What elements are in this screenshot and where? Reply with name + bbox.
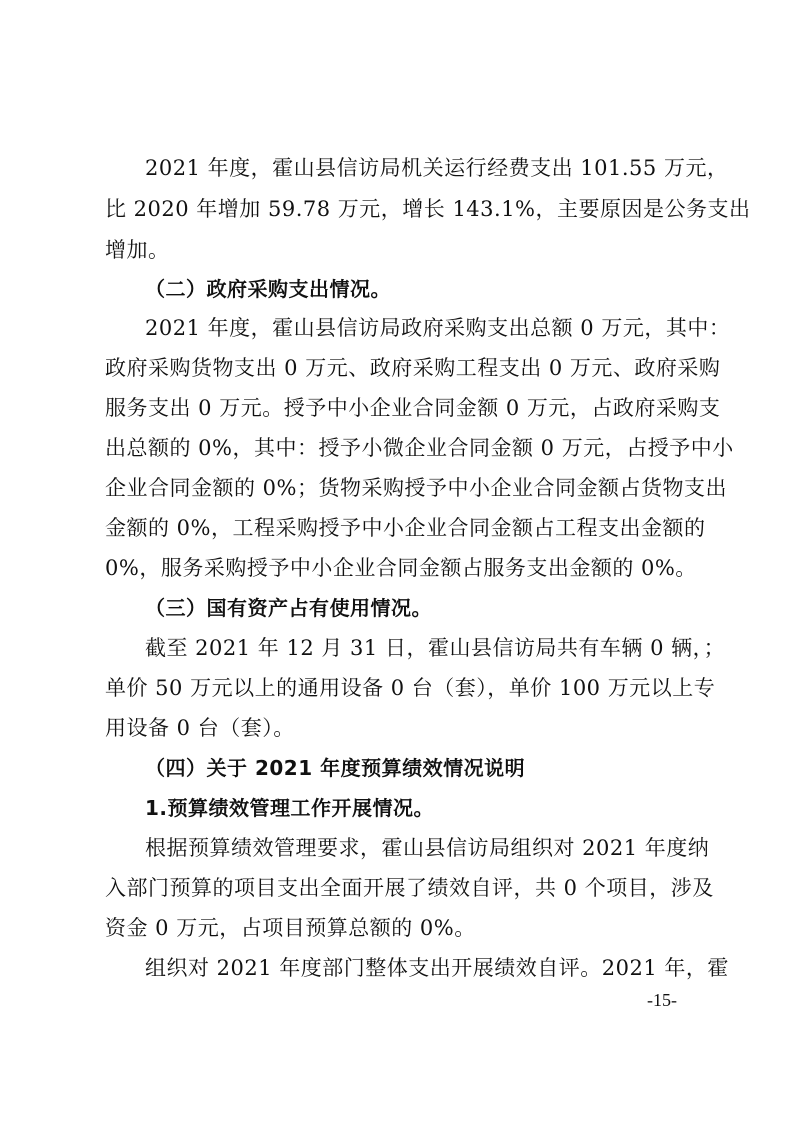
paragraph-4-line-1: 根据预算绩效管理要求，霍山县信访局组织对 2021 年度纳 xyxy=(145,836,710,860)
page-number: -15- xyxy=(647,990,677,1010)
paragraph-2-line-3: 服务支出 0 万元。授予中小企业合同金额 0 万元，占政府采购支 xyxy=(105,396,721,420)
paragraph-2-line-6: 金额的 0%，工程采购授予中小企业合同金额占工程支出金额的 xyxy=(105,516,706,540)
heading-government-procurement: （二）政府采购支出情况。 xyxy=(145,277,391,301)
heading-state-assets: （三）国有资产占有使用情况。 xyxy=(145,596,432,620)
paragraph-2-line-5: 企业合同金额的 0%；货物采购授予中小企业合同金额占货物支出 xyxy=(105,476,727,500)
paragraph-2-line-7: 0%，服务采购授予中小企业合同金额占服务支出金额的 0%。 xyxy=(105,556,697,580)
paragraph-3-line-2: 单价 50 万元以上的通用设备 0 台（套），单价 100 万元以上专 xyxy=(105,676,716,700)
paragraph-1-line-2: 比 2020 年增加 59.78 万元，增长 143.1%，主要原因是公务支出 xyxy=(105,197,751,221)
paragraph-4-line-2: 入部门预算的项目支出全面开展了绩效自评，共 0 个项目，涉及 xyxy=(105,876,714,900)
paragraph-1-line-1: 2021 年度，霍山县信访局机关运行经费支出 101.55 万元， xyxy=(145,156,729,180)
paragraph-2-line-1: 2021 年度，霍山县信访局政府采购支出总额 0 万元，其中： xyxy=(145,316,731,340)
subheading-performance-management: 1.预算绩效管理工作开展情况。 xyxy=(145,796,435,820)
paragraph-5-line-1: 组织对 2021 年度部门整体支出开展绩效自评。2021 年，霍 xyxy=(145,956,729,980)
paragraph-2-line-4: 出总额的 0%，其中：授予小微企业合同金额 0 万元，占授予中小 xyxy=(105,436,734,460)
paragraph-2-line-2: 政府采购货物支出 0 万元、政府采购工程支出 0 万元、政府采购 xyxy=(105,356,721,380)
paragraph-3-line-3: 用设备 0 台（套）。 xyxy=(105,716,295,740)
paragraph-3-line-1: 截至 2021 年 12 月 31 日，霍山县信访局共有车辆 0 辆，； xyxy=(145,636,726,660)
paragraph-1-line-3: 增加。 xyxy=(105,238,170,262)
heading-budget-performance: （四）关于 2021 年度预算绩效情况说明 xyxy=(145,756,526,780)
paragraph-4-line-3: 资金 0 万元，占项目预算总额的 0%。 xyxy=(105,916,476,940)
